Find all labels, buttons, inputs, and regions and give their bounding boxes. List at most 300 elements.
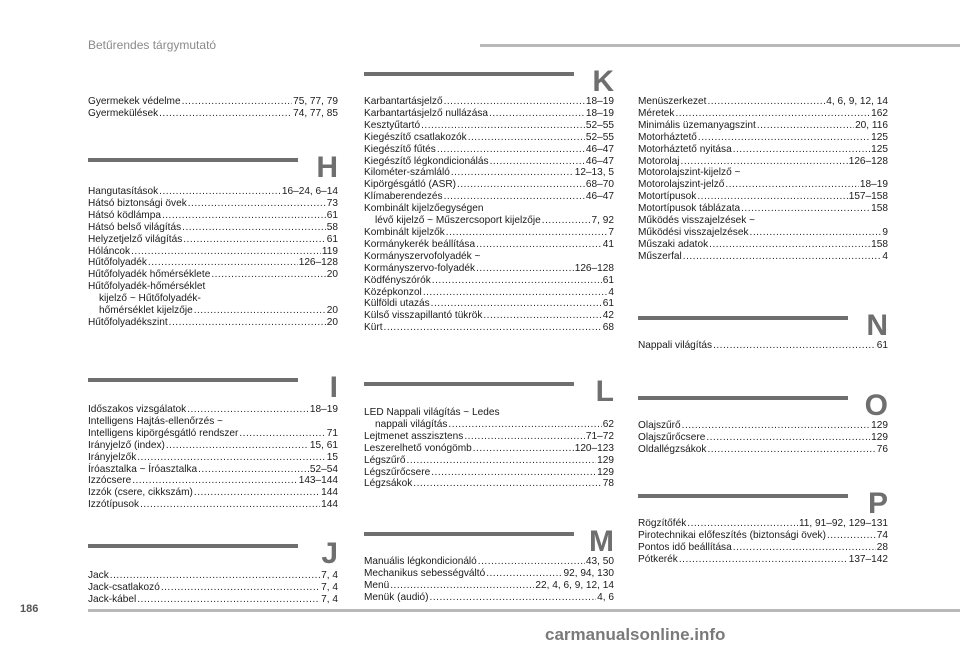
index-entry-label: Kipörgésgátló (ASR) xyxy=(364,179,457,191)
leader-dots xyxy=(162,210,326,222)
index-entry xyxy=(364,96,614,108)
index-entry-pages: 7 xyxy=(608,226,614,238)
leader-dots xyxy=(166,440,309,452)
index-entry-label: Menü xyxy=(364,579,390,591)
index-entry-pages: 18–19 xyxy=(585,107,614,119)
index-entry-pages: 15 xyxy=(326,451,338,463)
leader-dots xyxy=(110,570,320,582)
index-entry-pages: 92, 94, 130 xyxy=(563,567,614,579)
index-entry-label: Hóláncok xyxy=(88,245,131,257)
index-entry xyxy=(364,419,614,431)
index-entry-label: Motorolajszint-jelző xyxy=(638,179,725,191)
index-entry xyxy=(88,464,338,476)
leader-dots xyxy=(476,263,574,275)
index-entry-pages: 126–128 xyxy=(848,155,888,167)
leader-dots xyxy=(161,582,320,594)
index-entry xyxy=(364,179,614,191)
leader-dots xyxy=(140,499,320,511)
index-entry xyxy=(638,432,888,444)
index-entry-label: Manuális légkondicionáló xyxy=(364,556,477,567)
index-entry-pages: 61 xyxy=(602,298,614,310)
leader-dots xyxy=(188,198,326,210)
index-entry xyxy=(364,322,614,334)
index-entry-label: Izzók (csere, cikkszám) xyxy=(88,487,193,499)
index-entry-pages: 157–158 xyxy=(848,191,888,203)
index-entry-label: Jack-kábel xyxy=(88,593,137,605)
section-letter: M xyxy=(589,525,614,558)
index-entry-pages: 73 xyxy=(326,197,338,209)
index-entry-label: Gyermekülések xyxy=(88,107,159,119)
page-header-title: Betűrendes tárgymutató xyxy=(88,38,217,52)
section-letter: K xyxy=(592,65,614,98)
index-entry xyxy=(88,281,338,293)
section-letter: L xyxy=(595,375,614,408)
leader-dots xyxy=(827,530,876,542)
index-entry xyxy=(88,108,338,120)
index-entry-label: nappali világítás xyxy=(375,418,448,430)
index-entry xyxy=(638,203,888,215)
index-entry-label: Kilométer-számláló xyxy=(364,167,450,179)
index-entry-label: Hátsó ködlámpa xyxy=(88,209,161,221)
index-entry-label: Leszerelhető vonógömb xyxy=(364,442,472,454)
index-entry-pages: 62 xyxy=(602,418,614,430)
section-rule xyxy=(88,158,298,162)
index-entry xyxy=(638,108,888,120)
index-entry-pages: 61 xyxy=(326,233,338,245)
index-list-m-tail xyxy=(638,96,888,263)
index-entry-pages: 4, 6, 9, 12, 14 xyxy=(826,96,888,107)
index-entry-label: kijelző ~ Hűtőfolyadék- xyxy=(99,293,201,305)
leader-dots xyxy=(446,227,608,239)
leader-dots xyxy=(432,275,602,287)
index-entry-pages: 20 xyxy=(326,316,338,328)
index-entry-pages: 126–128 xyxy=(298,257,338,269)
index-entry-label: Jack xyxy=(88,570,109,581)
index-entry xyxy=(364,215,614,227)
section-rule xyxy=(88,378,298,382)
index-entry-pages: 68–70 xyxy=(585,179,614,191)
index-entry xyxy=(364,478,614,490)
leader-dots xyxy=(137,452,326,464)
index-entry xyxy=(638,518,888,530)
section-letter: O xyxy=(864,389,888,422)
index-entry xyxy=(88,452,338,464)
leader-dots xyxy=(687,518,798,530)
index-entry-label: Nappali világítás xyxy=(638,340,713,351)
index-entry-pages: 129 xyxy=(597,454,614,466)
index-entry xyxy=(638,96,888,108)
index-entry xyxy=(364,592,614,604)
index-entry-label: Méretek xyxy=(638,107,675,119)
header-rule xyxy=(480,44,960,47)
index-entry-pages: 15, 61 xyxy=(309,439,338,451)
index-entry xyxy=(638,554,888,566)
index-entry xyxy=(88,305,338,317)
index-entry-pages: 4 xyxy=(608,286,614,298)
index-entry xyxy=(88,428,338,440)
index-entry-label: Karbantartásjelző nullázása xyxy=(364,107,489,119)
index-entry-label: Működés visszajelzések ~ xyxy=(638,215,755,227)
index-entry xyxy=(638,227,888,239)
leader-dots xyxy=(468,132,585,144)
index-entry-label: Gyermekek védelme xyxy=(88,96,181,107)
index-entry-pages: 58 xyxy=(326,221,338,233)
leader-dots xyxy=(675,108,870,120)
leader-dots xyxy=(444,191,585,203)
index-entry xyxy=(638,144,888,156)
leader-dots xyxy=(169,317,326,329)
index-entry xyxy=(638,179,888,191)
index-entry-label: Motorolajszint-kijelző ~ xyxy=(638,167,741,179)
leader-dots xyxy=(430,592,597,604)
leader-dots xyxy=(413,478,602,490)
index-entry-label: Időszakos vizsgálatok xyxy=(88,404,187,415)
index-entry-pages: 61 xyxy=(602,274,614,286)
index-entry-label: Izzótípusok xyxy=(88,499,140,511)
index-entry xyxy=(364,251,614,263)
index-entry xyxy=(88,210,338,222)
index-entry-pages: 144 xyxy=(321,487,338,499)
index-entry-pages: 76 xyxy=(876,443,888,455)
index-entry-pages: 68 xyxy=(602,322,614,334)
section-letter: I xyxy=(329,371,338,404)
index-entry xyxy=(364,120,614,132)
index-entry xyxy=(88,257,338,269)
index-entry xyxy=(364,407,614,419)
leader-dots xyxy=(725,179,859,191)
section-header-i xyxy=(88,368,338,408)
index-entry-pages: 4, 6 xyxy=(597,591,614,603)
section-rule xyxy=(364,532,574,536)
leader-dots xyxy=(384,322,602,334)
footer-rule xyxy=(88,609,960,612)
index-entry-pages: 41 xyxy=(602,238,614,250)
index-entry xyxy=(88,293,338,305)
leader-dots xyxy=(483,310,601,322)
leader-dots xyxy=(194,487,320,499)
leader-dots xyxy=(741,203,870,215)
index-entry xyxy=(638,120,888,132)
index-list-i xyxy=(88,404,338,511)
index-entry-label: Hűtőfolyadékszint xyxy=(88,316,168,328)
index-entry xyxy=(88,594,338,606)
index-entry-label: Olajszűrő xyxy=(638,420,681,431)
index-entry-label: Hátsó belső világítás xyxy=(88,221,182,233)
leader-dots xyxy=(682,420,871,432)
section-rule xyxy=(88,544,298,548)
section-rule xyxy=(638,396,848,400)
index-entry-label: Külföldi utazás xyxy=(364,298,430,310)
index-entry xyxy=(88,404,338,416)
leader-dots xyxy=(733,542,876,554)
leader-dots xyxy=(239,428,325,440)
index-entry-label: Menüszerkezet xyxy=(638,96,707,107)
index-entry-pages: 137–142 xyxy=(848,553,888,565)
leader-dots xyxy=(706,432,870,444)
section-rule xyxy=(638,494,848,498)
leader-dots xyxy=(159,108,292,120)
index-entry-label: Műszaki adatok xyxy=(638,238,709,250)
index-entry-label: Légzsákok xyxy=(364,478,413,490)
index-entry-label: Kormányszervofolyadék ~ xyxy=(364,250,481,262)
leader-dots xyxy=(148,257,298,269)
leader-dots xyxy=(437,144,585,156)
leader-dots xyxy=(707,444,875,456)
index-entry-label: Irányjelző (index) xyxy=(88,439,165,451)
index-entry-label: Pótkerék xyxy=(638,553,678,565)
index-entry xyxy=(364,227,614,239)
index-entry xyxy=(88,475,338,487)
index-entry xyxy=(364,455,614,467)
leader-dots xyxy=(451,167,574,179)
watermark: carmanualsonline.info xyxy=(545,625,726,644)
index-entry-label: LED Nappali világítás ~ Ledes xyxy=(364,407,500,418)
index-entry xyxy=(88,96,338,108)
index-entry-label: Működési visszajelzések xyxy=(638,226,749,238)
index-entry xyxy=(88,269,338,281)
index-entry-pages: 9 xyxy=(882,226,888,238)
index-entry xyxy=(88,440,338,452)
section-letter: P xyxy=(867,487,888,520)
index-entry-label: Intelligens kipörgésgátló rendszer xyxy=(88,427,239,439)
index-list-g-tail xyxy=(88,96,338,120)
index-entry xyxy=(638,132,888,144)
section-rule xyxy=(364,72,574,76)
section-letter: J xyxy=(321,537,338,570)
index-entry-pages: 46–47 xyxy=(585,191,614,203)
index-entry-label: Kürt xyxy=(364,322,383,334)
index-entry-label: Oldallégzsákok xyxy=(638,443,707,455)
index-list-j xyxy=(88,570,338,606)
section-rule xyxy=(638,316,848,320)
index-entry-pages: 42 xyxy=(602,310,614,322)
leader-dots xyxy=(407,455,597,467)
index-entry-label: hőmérséklet kijelzője xyxy=(99,305,193,317)
leader-dots xyxy=(183,234,326,246)
index-list-h xyxy=(88,186,338,329)
index-entry-pages: 18–19 xyxy=(585,96,614,107)
index-entry-pages: 20 xyxy=(326,305,338,317)
index-entry xyxy=(364,132,614,144)
index-entry-label: Műszerfal xyxy=(638,250,682,262)
index-entry xyxy=(638,530,888,542)
index-entry-pages: 7, 4 xyxy=(321,581,338,593)
leader-dots xyxy=(211,269,325,281)
leader-dots xyxy=(476,239,602,251)
index-entry-pages: 52–55 xyxy=(585,131,614,143)
index-list-p xyxy=(638,518,888,566)
index-entry-pages: 144 xyxy=(321,499,338,511)
index-entry-label: Kesztyűtartó xyxy=(364,119,421,131)
index-entry-label: Minimális üzemanyagszint xyxy=(638,119,756,131)
index-entry-pages: 78 xyxy=(602,478,614,490)
index-entry-pages: 119 xyxy=(321,245,338,257)
leader-dots xyxy=(489,108,585,120)
index-entry-pages: 4 xyxy=(882,250,888,262)
leader-dots xyxy=(431,298,602,310)
leader-dots xyxy=(697,191,847,203)
index-entry-pages: 74 xyxy=(876,529,888,541)
index-entry xyxy=(364,167,614,179)
index-entry-label: Hűtőfolyadék hőmérséklete xyxy=(88,269,211,281)
leader-dots xyxy=(131,246,321,258)
index-entry-pages: 129 xyxy=(871,431,888,443)
index-entry-pages: 125 xyxy=(871,131,888,143)
index-entry-pages: 20, 116 xyxy=(855,119,888,131)
section-header-h xyxy=(88,148,338,188)
index-entry-pages: 11, 91–92, 129–131 xyxy=(798,518,888,529)
leader-dots xyxy=(457,179,585,191)
leader-dots xyxy=(159,186,281,198)
index-list-l xyxy=(364,407,614,490)
leader-dots xyxy=(750,227,882,239)
index-entry xyxy=(88,499,338,511)
section-letter: N xyxy=(866,309,888,342)
index-entry-label: Menük (audió) xyxy=(364,591,429,603)
index-entry-label: Kiegészítő fűtés xyxy=(364,143,436,155)
index-entry xyxy=(638,420,888,432)
index-entry xyxy=(638,156,888,168)
leader-dots xyxy=(182,222,326,234)
index-entry-label: Külső visszapillantó tükrök xyxy=(364,310,483,322)
leader-dots xyxy=(486,568,562,580)
index-entry-label: Hangutasítások xyxy=(88,186,159,197)
index-entry xyxy=(364,275,614,287)
index-entry-pages: 129 xyxy=(871,420,888,431)
index-entry xyxy=(364,156,614,168)
leader-dots xyxy=(137,594,320,606)
leader-dots xyxy=(448,419,601,431)
section-rule xyxy=(364,382,574,386)
index-entry-label: Motortípusok táblázata xyxy=(638,203,741,215)
index-entry-label: lévő kijelző ~ Műszercsoport kijelzője xyxy=(375,215,541,227)
leader-dots xyxy=(421,120,585,132)
index-entry-label: Intelligens Hajtás-ellenőrzés ~ xyxy=(88,415,223,427)
leader-dots xyxy=(757,120,854,132)
leader-dots xyxy=(698,132,870,144)
section-letter: H xyxy=(316,151,338,184)
index-entry xyxy=(88,246,338,258)
index-entry-label: Helyzetjelző világítás xyxy=(88,233,183,245)
leader-dots xyxy=(707,96,825,108)
index-entry xyxy=(638,444,888,456)
index-entry-label: Kombinált kijelzőegységen xyxy=(364,203,484,215)
index-entry-label: Légszűrő xyxy=(364,454,406,466)
index-entry-pages: 52–54 xyxy=(309,463,338,475)
page-number: 186 xyxy=(20,603,39,615)
index-entry xyxy=(364,443,614,455)
index-entry-pages: 7, 4 xyxy=(321,593,338,605)
index-entry xyxy=(638,191,888,203)
index-entry xyxy=(364,431,614,443)
index-entry-label: Motortípusok xyxy=(638,191,697,203)
index-entry xyxy=(88,222,338,234)
leader-dots xyxy=(713,340,876,352)
leader-dots xyxy=(431,467,596,479)
leader-dots xyxy=(733,144,870,156)
index-entry-label: Középkonzol xyxy=(364,286,422,298)
leader-dots xyxy=(444,96,585,108)
index-entry-pages: 162 xyxy=(871,107,888,119)
index-entry-pages: 61 xyxy=(326,209,338,221)
index-entry xyxy=(638,239,888,251)
index-entry-pages: 71 xyxy=(326,427,338,439)
index-entry-label: Pontos idő beállítása xyxy=(638,541,732,553)
index-list-k xyxy=(364,96,614,334)
index-entry xyxy=(364,239,614,251)
index-entry-label: Pirotechnikai előfeszítés (biztonsági övek) xyxy=(638,529,826,541)
index-entry-label: Kormányszervo-folyadék xyxy=(364,262,476,274)
index-entry xyxy=(364,203,614,215)
section-header-l xyxy=(364,372,614,412)
index-entry-pages: 120–123 xyxy=(574,442,614,454)
index-entry xyxy=(88,234,338,246)
leader-dots xyxy=(709,239,870,251)
index-entry-label: Kormánykerék beállítása xyxy=(364,238,476,250)
leader-dots xyxy=(423,287,608,299)
leader-dots xyxy=(132,475,298,487)
index-entry-pages: 74, 77, 85 xyxy=(293,107,338,119)
index-entry-pages: 7, 92 xyxy=(591,215,614,227)
leader-dots xyxy=(490,156,585,168)
index-entry-label: Motorháztető nyitása xyxy=(638,143,732,155)
index-entry-pages: 46–47 xyxy=(585,155,614,167)
index-entry xyxy=(638,251,888,263)
index-list-m xyxy=(364,556,614,604)
index-entry xyxy=(364,556,614,568)
leader-dots xyxy=(390,580,534,592)
index-entry-pages: 126–128 xyxy=(574,262,614,274)
leader-dots xyxy=(683,251,882,263)
index-entry-label: Kiegészítő légkondicionálás xyxy=(364,155,489,167)
index-entry-pages: 61 xyxy=(876,340,888,351)
index-entry xyxy=(638,340,888,352)
leader-dots xyxy=(679,554,848,566)
leader-dots xyxy=(478,556,585,568)
index-entry xyxy=(364,298,614,310)
index-entry-pages: 7, 4 xyxy=(321,570,338,581)
index-entry-label: Hűtőfolyadék-hőmérséklet xyxy=(88,281,206,293)
leader-dots xyxy=(473,443,574,455)
index-entry-label: Olajszűrőcsere xyxy=(638,431,706,443)
index-entry xyxy=(88,317,338,329)
index-list-n xyxy=(638,340,888,352)
index-entry-label: Kiegészítő csatlakozók xyxy=(364,131,467,143)
index-entry-label: Motorolaj xyxy=(638,155,680,167)
index-entry-label: Karbantartásjelző xyxy=(364,96,443,107)
index-entry-pages: 46–47 xyxy=(585,143,614,155)
index-entry xyxy=(88,570,338,582)
index-entry-pages: 52–55 xyxy=(585,119,614,131)
index-entry-pages: 158 xyxy=(871,238,888,250)
index-entry xyxy=(364,263,614,275)
index-entry xyxy=(364,568,614,580)
leader-dots xyxy=(681,156,848,168)
index-entry-pages: 20 xyxy=(326,269,338,281)
index-entry xyxy=(88,416,338,428)
leader-dots xyxy=(187,404,309,416)
index-entry-pages: 22, 4, 6, 9, 12, 14 xyxy=(535,579,614,591)
index-entry-label: Mechanikus sebességváltó xyxy=(364,567,486,579)
index-entry-pages: 18–19 xyxy=(309,404,338,415)
index-entry-label: Ködfényszórók xyxy=(364,274,431,286)
index-entry-pages: 158 xyxy=(871,203,888,215)
index-entry-label: Irányjelzők xyxy=(88,451,137,463)
index-entry xyxy=(364,287,614,299)
index-entry-label: Rögzítőfék xyxy=(638,518,687,529)
index-entry-pages: 28 xyxy=(876,541,888,553)
index-entry-pages: 12–13, 5 xyxy=(574,167,614,179)
